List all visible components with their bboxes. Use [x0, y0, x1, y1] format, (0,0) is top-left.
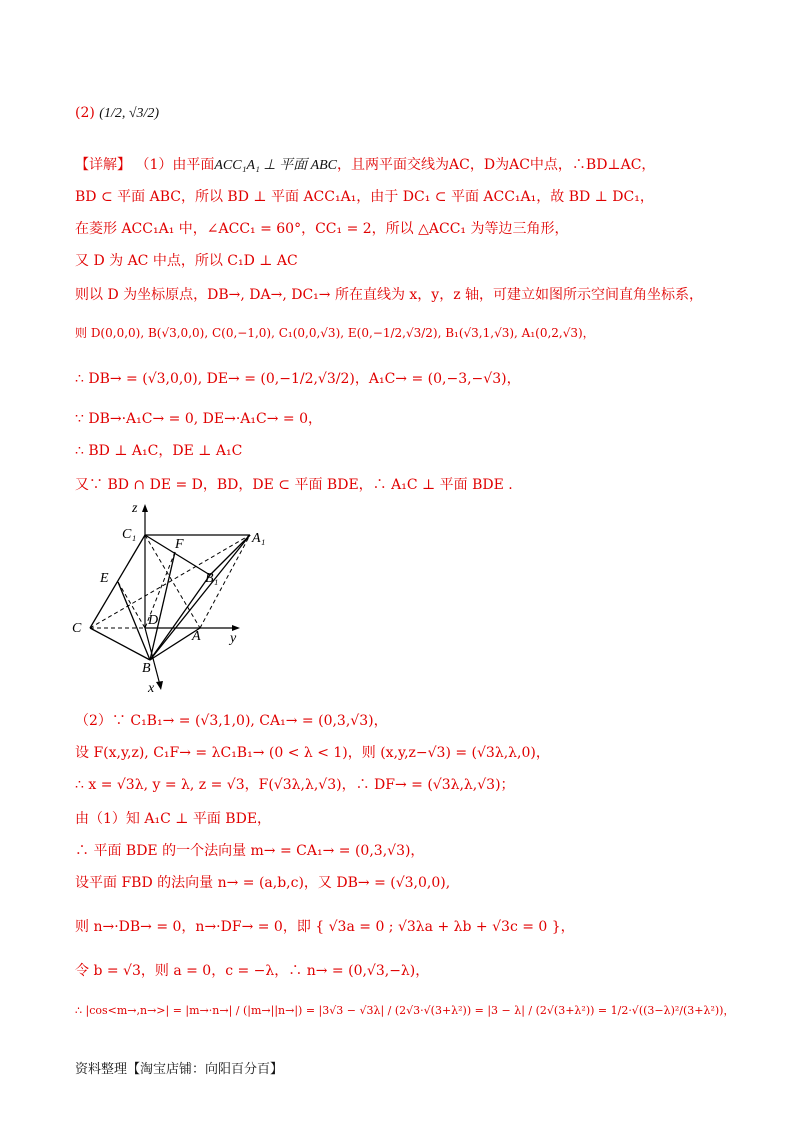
solution-line-9: ∴ BD ⊥ A₁C，DE ⊥ A₁C — [75, 443, 243, 459]
geometry-figure — [70, 500, 280, 700]
label-y: y — [230, 631, 237, 646]
solution-line-4: 又 D 为 AC 中点，所以 C₁D ⊥ AC — [75, 253, 298, 269]
label-A: A — [192, 629, 201, 644]
part2-line-6: 设平面 FBD 的法向量 n→ = (a,b,c)，又 DB→ = (√3,0,0), — [75, 875, 451, 891]
solution-line-1: 【详解】 （1）由平面ACC₁A₁ ⊥ 平面 ABC，且两平面交线为AC，D为AC中点，∴BD⊥AC， — [75, 157, 656, 173]
part2-line-9: ∴ |cos<m→,n→>| = |m→·n→| / (|m→||n→|) = |3√3 − √3λ| / (2√3·√(3+λ²)) = |3 − λ| / (2√(3+λ²)) = 1/2·√((3−λ)²/(3+λ²))， — [75, 1004, 735, 1017]
solution-line-3: 在菱形 ACC₁A₁ 中，∠ACC₁ = 60°，CC₁ = 2，所以 △ACC₁ 为等边三角形， — [75, 221, 569, 237]
answer-2 — [75, 104, 159, 123]
label-C1: C₁ — [122, 527, 137, 542]
part2-line-3: ∴ x = √3λ, y = λ, z = √3，F(√3λ,λ,√3)，∴ DF→ = (√3λ,λ,√3)； — [75, 777, 515, 793]
solution-line-7: ∴ DB→ = (√3,0,0), DE→ = (0,−1/2,√3/2)，A₁C→ = (0,−3,−√3)， — [75, 371, 521, 387]
label-E: E — [100, 571, 109, 586]
label-C: C — [72, 621, 82, 636]
part2-line-2: 设 F(x,y,z), C₁F→ = λC₁B₁→ (0 < λ < 1)，则 (x,y,z−√3) = (√3λ,λ,0)， — [75, 745, 550, 761]
part2-line-8: 令 b = √3，则 a = 0，c = −λ，∴ n→ = (0,√3,−λ)， — [75, 963, 430, 979]
answer-2-value: (1/2, √3/2) — [99, 106, 160, 121]
part2-line-4: 由（1）知 A₁C ⊥ 平面 BDE， — [75, 811, 272, 827]
solution-line-8: ∵ DB→·A₁C→ = 0, DE→·A₁C→ = 0， — [75, 411, 322, 427]
part2-line-5: ∴ 平面 BDE 的一个法向量 m→ = CA₁→ = (0,3,√3)， — [75, 843, 425, 859]
solution-line-5: 则以 D 为坐标原点，DB→, DA→, DC₁→ 所在直线为 x，y，z 轴，可建立如图所示空间直角坐标系， — [75, 287, 704, 303]
solution-line-10: 又∵ BD ∩ DE = D，BD，DE ⊂ 平面 BDE，∴ A₁C ⊥ 平面 BDE . — [75, 477, 513, 493]
part2-line-1: （2）∵ C₁B₁→ = (√3,1,0), CA₁→ = (0,3,√3)， — [75, 713, 388, 729]
label-x: x — [148, 681, 155, 696]
label-A1: A₁ — [252, 531, 266, 546]
solution-line-6: 则 D(0,0,0), B(√3,0,0), C(0,−1,0), C₁(0,0,√3), E(0,−1/2,√3/2), B₁(√3,1,√3), A₁(0,2,√3)， — [75, 326, 595, 340]
label-z: z — [132, 501, 138, 516]
answer-2-prefix: (2) — [75, 105, 95, 121]
label-B1: B₁ — [205, 571, 219, 586]
part2-line-7: 则 n→·DB→ = 0，n→·DF→ = 0，即 { √3a = 0 ; √3λa + λb + √3c = 0 }， — [75, 919, 575, 935]
solution-label: 【详解】 — [75, 157, 131, 173]
footer-source: 资料整理【淘宝店铺：向阳百分百】 — [75, 1062, 284, 1077]
label-F: F — [175, 537, 184, 552]
label-D: D — [148, 613, 159, 628]
label-B: B — [142, 661, 151, 676]
solution-line-2: BD ⊂ 平面 ABC，所以 BD ⊥ 平面 ACC₁A₁，由于 DC₁ ⊂ 平面 ACC₁A₁，故 BD ⊥ DC₁， — [75, 189, 654, 205]
